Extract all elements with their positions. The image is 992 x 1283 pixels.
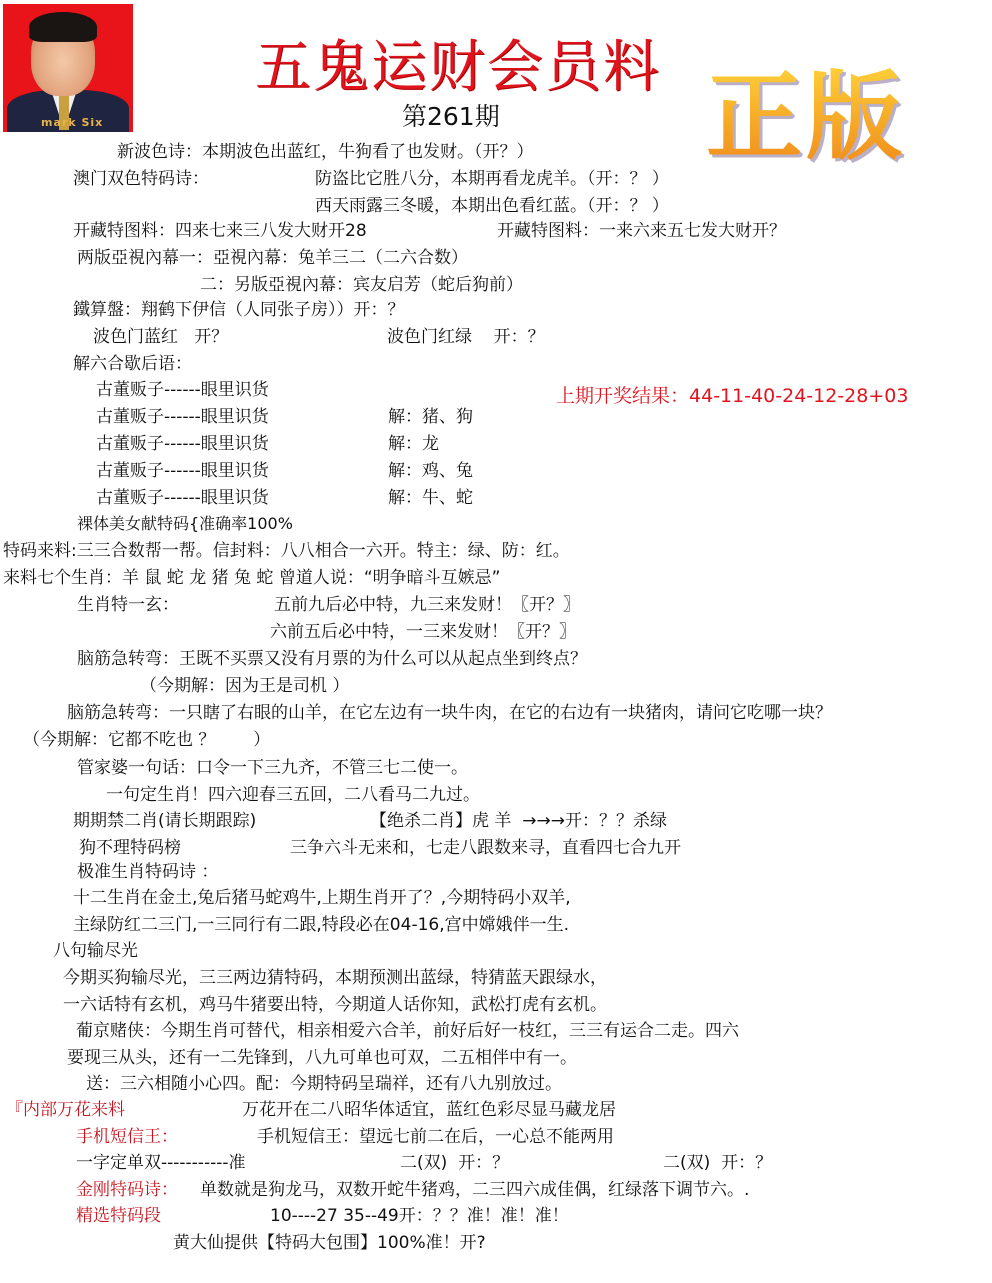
zodiac-mystery-line2: 六前五后必中特，一三来发财！〖开？〗: [270, 622, 576, 642]
riddle-line: 古董贩子------眼里识货: [96, 488, 269, 508]
last-result-label: 上期开奖结果：: [556, 385, 690, 407]
brain-teaser-2-answer: （今期解：它都不吃也 ？ ）: [23, 730, 271, 750]
macau-dual-color-line2: 西天雨露三冬暖，本期出色看红蓝。（开：？ ）: [315, 196, 669, 216]
host-photo: [3, 4, 133, 132]
riddle-line: 古董贩子------眼里识货: [96, 434, 269, 454]
riddle-answer: 解：鸡、兔: [388, 461, 473, 481]
selected-range-label: 精选特码段: [76, 1206, 161, 1226]
lisboa-gambler-2: 要现三从头，还有一二先锋到，八九可单也可双，二五相伴中有一。: [67, 1048, 577, 1068]
vajra-poem-label: 金刚特码诗：: [76, 1180, 178, 1200]
atv-insider-two: 二：另版亞視內幕：宾友启芳（蛇后狗前）: [200, 275, 523, 295]
photo-hair: [29, 12, 97, 42]
macau-dual-color-line1: 防盗比它胜八分，本期再看龙虎羊。（开：？ ）: [315, 169, 669, 189]
special-code-source: 特码来料:三三合数帮一帮。信封料：八八相合一六开。特主：绿、防：红。: [3, 541, 570, 561]
photo-caption: mark Six: [41, 116, 104, 129]
ban-two-zodiacs-value: 【绝杀二肖】虎 羊 →→→开：？？杀绿: [370, 811, 667, 831]
brain-teaser-1: 脑筋急转弯：王既不买票又没有月票的为什么可以从起点坐到终点？: [77, 649, 587, 669]
issue-number: 第261期: [402, 102, 500, 131]
page-title: 五鬼运财会员料: [255, 35, 661, 100]
new-wave-color-poem: 新波色诗：本期波色出蓝红，牛狗看了也发财。（开？）: [117, 142, 534, 162]
hidden-chart-left: 开藏特图料：四来七来三八发大财开28: [73, 221, 367, 241]
eight-lines-title: 八句输尽光: [53, 941, 138, 961]
ban-two-zodiacs-label: 期期禁二肖(请长期跟踪): [73, 811, 257, 831]
odd-even-label: 一字定单双-----------准: [76, 1153, 246, 1173]
atv-insider-one: 两版亞視內幕一：亞視內幕：兔羊三二（二六合数）: [77, 248, 468, 268]
wong-tai-sin-footer: 黄大仙提供【特码大包围】100%准！开?: [173, 1233, 486, 1253]
last-draw-result: [556, 385, 908, 407]
gou-bu-li-label: 狗不理特码榜: [79, 838, 181, 858]
zodiac-poem-line1: 十二生肖在金土,兔后猪马蛇鸡牛,上期生肖开了？,今期特码小双羊,: [73, 888, 571, 908]
wave-gate-red-green: 波色门红绿 开：？: [387, 327, 545, 347]
vajra-poem-value: 单数就是狗龙马，双数开蛇牛猪鸡，二三四六成佳偶，红绿落下调节六。.: [200, 1180, 750, 1200]
eight-lines-2: 一六话特有玄机，鸡马牛猪要出特，今期道人话你知，武松打虎有玄机。: [63, 995, 607, 1015]
selected-range-value: 10----27 35--49开：？？准！准！准！: [270, 1206, 569, 1226]
riddle-line: 古董贩子------眼里识货: [96, 380, 269, 400]
internal-flower-value: 万花开在二八昭华体适宜，蓝红色彩尽显马藏龙居: [242, 1100, 616, 1120]
housekeeper-saying: 管家婆一句话：口令一下三九齐，不管三七二使一。: [77, 758, 468, 778]
last-result-numbers: 44-11-40-24-12-28+03: [689, 385, 909, 407]
one-line-zodiac: 一句定生肖！四六迎春三五回，二八看马二九过。: [106, 785, 480, 805]
zodiac-mystery-line1: 五前九后必中特，九三来发财！〖开？〗: [274, 595, 580, 615]
riddle-answer: 解：龙: [388, 434, 439, 454]
hidden-chart-right: 开藏特图料：一来六来五七发大财开？: [497, 221, 786, 241]
riddle-line: 古董贩子------眼里识货: [96, 407, 269, 427]
zodiac-poem-line2: 主绿防红二三门,一三同行有二跟,特段必在04-16,宫中嫦娥伴一生.: [73, 915, 570, 935]
bonus-tip: 送：三六相随小心四。配：今期特码呈瑞祥，还有八九别放过。: [86, 1074, 562, 1094]
riddle-section-title: 解六合歇后语：: [73, 354, 192, 374]
authentic-badge: 正版: [706, 60, 906, 173]
wave-gate-blue-red: 波色门蓝红 开？: [93, 327, 229, 347]
riddle-answer: 解：牛、蛇: [388, 488, 473, 508]
special-code-accuracy: 裸体美女献特码{准确率100%: [77, 514, 293, 533]
odd-even-value-1: 二(双) 开：？: [400, 1153, 510, 1173]
gou-bu-li-value: 三争六斗无来和，七走八跟数来寻，直看四七合九开: [290, 838, 681, 858]
brain-teaser-1-answer: （今期解：因为王是司机 ）: [140, 676, 350, 696]
eight-lines-1: 今期买狗输尽光，三三两边猜特码，本期预测出蓝绿，特猜蓝天跟绿水，: [63, 968, 607, 988]
odd-even-value-2: 二(双) 开：？: [663, 1153, 773, 1173]
sms-king-label: 手机短信王：: [76, 1127, 178, 1147]
brain-teaser-2: 脑筋急转弯：一只瞎了右眼的山羊，在它左边有一块牛肉，在它的右边有一块猪肉，请问它吃哪一块？: [67, 703, 832, 723]
macau-dual-color-label: 澳门双色特码诗：: [73, 169, 209, 189]
zodiac-mystery-label: 生肖特一玄：: [77, 595, 179, 615]
zodiac-poem-title: 极准生肖特码诗 ：: [77, 862, 219, 882]
riddle-answer: 解：猪、狗: [388, 407, 473, 427]
seven-zodiacs: 来料七个生肖：羊 鼠 蛇 龙 猪 兔 蛇 曾道人说：“明争暗斗互嫉忌”: [3, 568, 501, 588]
sms-king-value: 手机短信王：望远七前二在后，一心总不能两用: [257, 1127, 614, 1147]
iron-abacus: 鐵算盤：翔鹤下伊信（人同张子房））开：？: [73, 300, 405, 320]
internal-flower-label: 『内部万花来料: [6, 1100, 125, 1120]
riddle-line: 古董贩子------眼里识货: [96, 461, 269, 481]
lisboa-gambler-1: 葡京赌侠：今期生肖可替代，相亲相爱六合羊，前好后好一枝红，三三有运合二走。四六: [76, 1021, 739, 1041]
